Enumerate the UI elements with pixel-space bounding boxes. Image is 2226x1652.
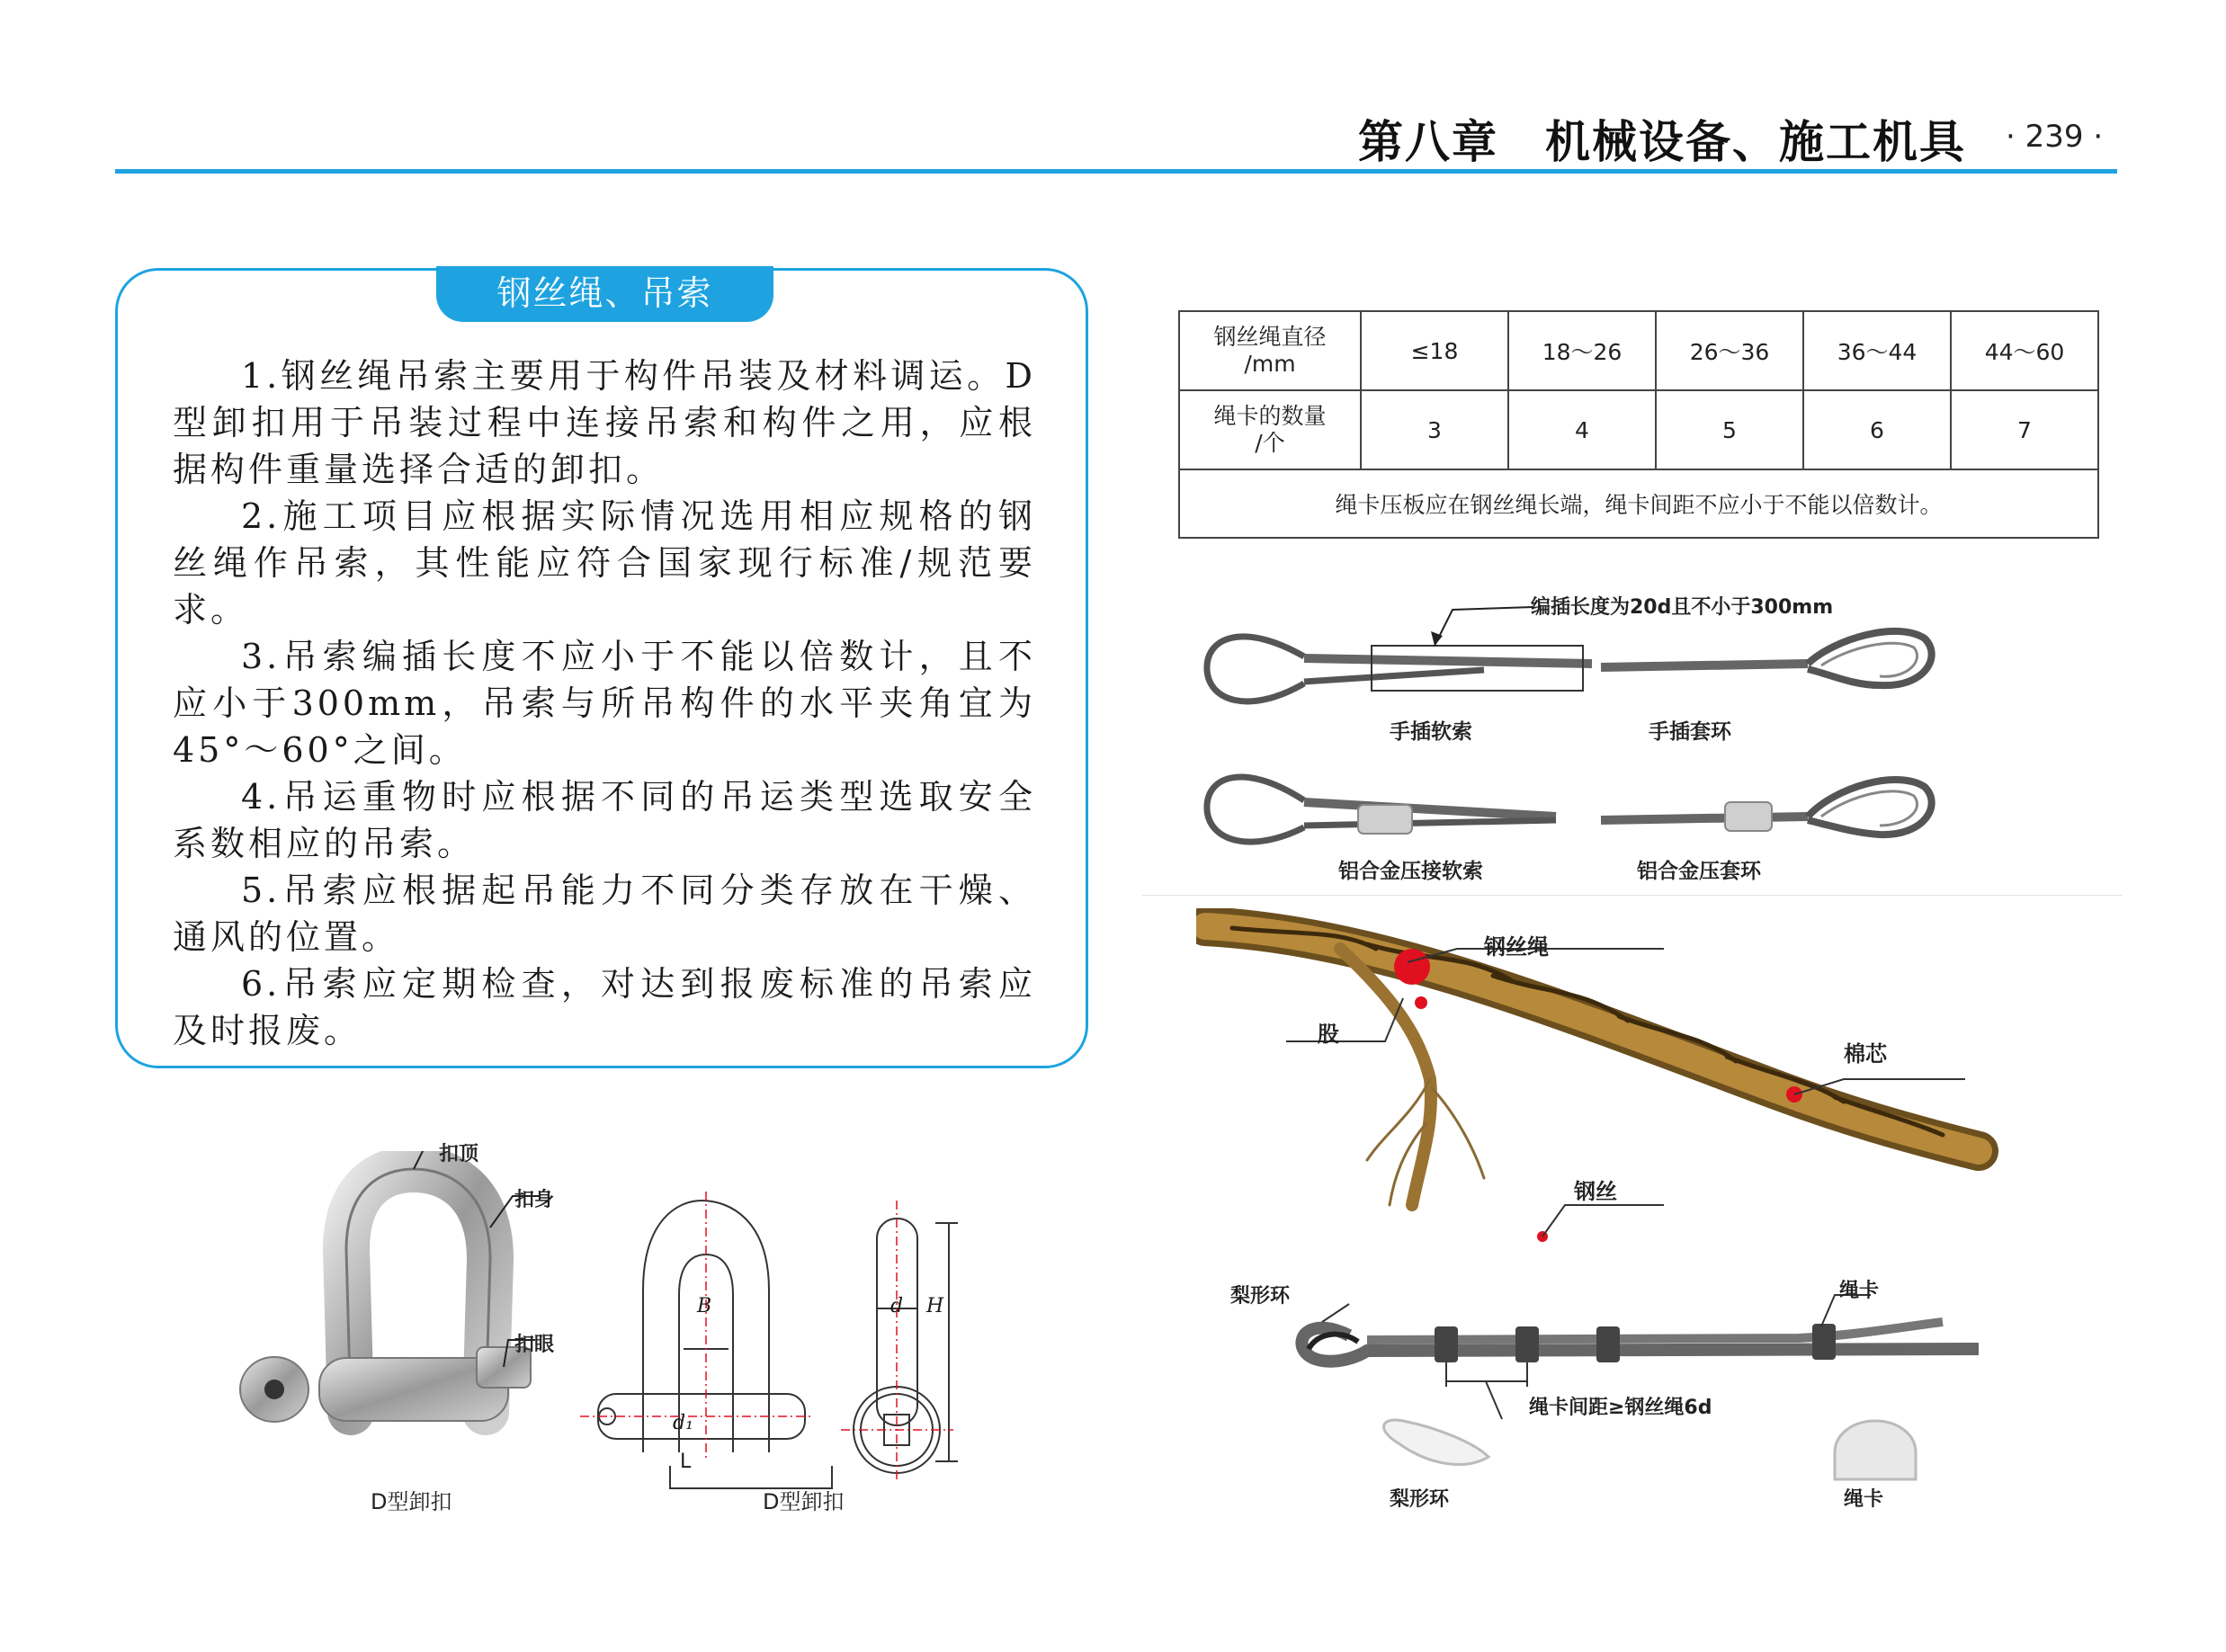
wire-rope-illustration <box>1196 908 2024 1268</box>
shackle-body-label: 扣身 <box>514 1189 555 1211</box>
shackle-top-label: 扣顶 <box>439 1143 479 1165</box>
wire-label: 钢丝 <box>1574 1179 1617 1204</box>
body-text <box>173 353 1036 1054</box>
thimble-caption: 梨形环 <box>1390 1488 1450 1511</box>
sling-label: 手插套环 <box>1649 720 1731 744</box>
table-row <box>1179 390 2098 469</box>
sling-label: 铝合金压接软索 <box>1338 860 1483 883</box>
header-rule <box>115 169 2117 174</box>
clip-count-table <box>1178 310 2099 539</box>
clip-caption: 绳卡 <box>1844 1488 1884 1511</box>
table-cell: 44～60 <box>1951 311 2098 390</box>
table-row <box>1179 469 2098 538</box>
table-cell: 6 <box>1803 390 1951 469</box>
table-cell: 5 <box>1656 390 1803 469</box>
shackle-caption: D型卸扣 <box>371 1489 452 1514</box>
thimble-icon <box>1384 1420 1488 1464</box>
d-shackle-drawing <box>580 1192 985 1497</box>
dim-L: L <box>680 1451 692 1473</box>
dim-d: d <box>890 1295 904 1317</box>
table-cell: 7 <box>1951 390 2098 469</box>
sling-label: 手插软索 <box>1390 720 1472 744</box>
section-title: 钢丝绳、吊索 <box>496 273 713 313</box>
table-cell: 4 <box>1508 390 1656 469</box>
sling-label: 铝合金压套环 <box>1637 860 1761 883</box>
table-header-cell: 绳卡的数量 /个 <box>1179 390 1361 469</box>
table-cell: 3 <box>1361 390 1508 469</box>
dim-B: B <box>697 1295 712 1317</box>
paragraph: 5.吊索应根据起吊能力不同分类存放在干燥、通风的位置。 <box>173 871 1036 957</box>
table-cell: 26～36 <box>1656 311 1803 390</box>
dim-H: H <box>926 1295 944 1317</box>
paragraph: 3.吊索编插长度不应小于不能以倍数计，且不应小于300mm，吊索与所吊构件的水平夹角宜为45°～60°之间。 <box>173 637 1036 770</box>
core-label: 棉芯 <box>1844 1041 1887 1067</box>
clip-spacing-label: 绳卡间距≥钢丝绳6d <box>1529 1397 1712 1419</box>
paragraph: 2.施工项目应根据实际情况选用相应规格的钢丝绳作吊索，其性能应符合国家现行标准/规范要求。 <box>173 496 1036 630</box>
clip-label: 绳卡 <box>1839 1280 1880 1302</box>
dim-d1: d₁ <box>673 1412 693 1434</box>
paragraph: 4.吊运重物时应根据不同的吊运类型选取安全系数相应的吊索。 <box>173 777 1036 863</box>
ferrule <box>1358 805 1412 834</box>
ferrule <box>1725 802 1772 831</box>
page-number: · 239 · <box>2006 119 2104 155</box>
rope-label: 钢丝绳 <box>1484 934 1549 960</box>
table-row <box>1179 311 2098 390</box>
sling-illustration <box>1187 585 1979 890</box>
table-header-cell: 钢丝绳直径 /mm <box>1179 311 1361 390</box>
rope-marker <box>1394 949 1430 985</box>
table-cell: 36～44 <box>1803 311 1951 390</box>
divider <box>1142 895 2123 896</box>
table-note: 绳卡压板应在钢丝绳长端，绳卡间距不应小于不能以倍数计。 <box>1179 469 2098 538</box>
chapter-title: 第八章 机械设备、施工机具 <box>1358 116 1966 168</box>
table-cell: 18～26 <box>1508 311 1656 390</box>
paragraph: 6.吊索应定期检查，对达到报废标准的吊索应及时报废。 <box>173 964 1036 1050</box>
rope-clip-icon <box>1835 1421 1916 1479</box>
table-cell: ≤18 <box>1361 311 1508 390</box>
sling-eye <box>1207 637 1304 701</box>
section-title-tab <box>436 266 773 322</box>
shackle-eye-label: 扣眼 <box>514 1334 555 1356</box>
splice-length-callout: 编插长度为20d且不小于300mm <box>1531 596 1834 619</box>
thimble-label: 梨形环 <box>1230 1285 1291 1308</box>
paragraph: 1.钢丝绳吊索主要用于构件吊装及材料调运。D型卸扣用于吊装过程中连接吊索和构件之用，应根据构件重量选择合适的卸扣。 <box>173 356 1036 489</box>
shackle-caption: D型卸扣 <box>763 1489 845 1514</box>
strand-label: 股 <box>1318 1022 1339 1047</box>
